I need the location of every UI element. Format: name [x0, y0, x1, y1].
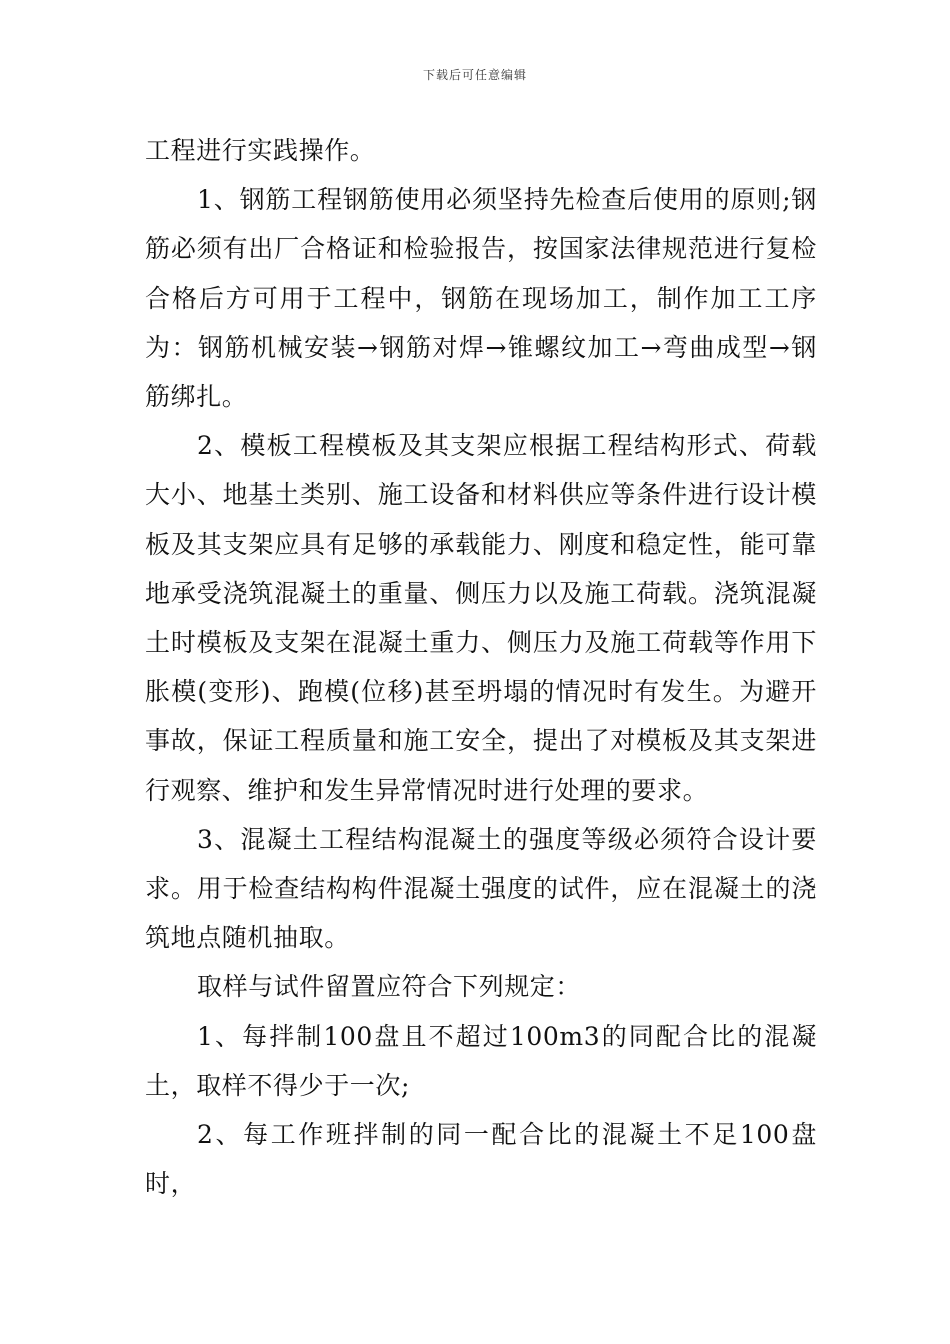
- paragraph-sampling-rule-2: 2、每工作班拌制的同一配合比的混凝土不足100盘时，: [145, 1120, 817, 1199]
- paragraph-sampling-rule-1: 1、每拌制100盘且不超过100m3的同配合比的混凝土，取样不得少于一次;: [145, 1021, 817, 1100]
- document-body: [145, 126, 817, 1208]
- paragraph-formwork-engineering: 2、模板工程模板及其支架应根据工程结构形式、荷载大小、地基土类别、施工设备和材料供应等条件进行设计模板及其支架应具有足够的承载能力、刚度和稳定性，能可靠地承受浇筑混凝土的重量、侧压力以及施工荷载。浇筑混凝土时模板及支架在混凝土重力、侧压力及施工荷载等作用下胀模(变形)、跑模(位移)甚至坍塌的情况时有发生。为避开事故，保证工程质量和施工安全，提出了对模板及其支架进行观察、维护和发生异常情况时进行处理的要求。: [145, 431, 817, 805]
- paragraph-sampling-rules-intro: 取样与试件留置应符合下列规定：: [197, 972, 582, 1002]
- page-header-note: 下载后可任意编辑: [422, 68, 527, 82]
- paragraph-concrete-engineering: 3、混凝土工程结构混凝土的强度等级必须符合设计要求。用于检查结构构件混凝土强度的试件，应在混凝土的浇筑地点随机抽取。: [145, 824, 817, 953]
- paragraph-continuation: 工程进行实践操作。: [145, 136, 376, 165]
- paragraph-rebar-engineering: 1、钢筋工程钢筋使用必须坚持先检查后使用的原则;钢筋必须有出厂合格证和检验报告，按国家法律规范进行复检合格后方可用于工程中，钢筋在现场加工，制作加工工序为：钢筋机械安装→钢筋对焊→锥螺纹加工→弯曲成型→钢筋绑扎。: [145, 185, 817, 412]
